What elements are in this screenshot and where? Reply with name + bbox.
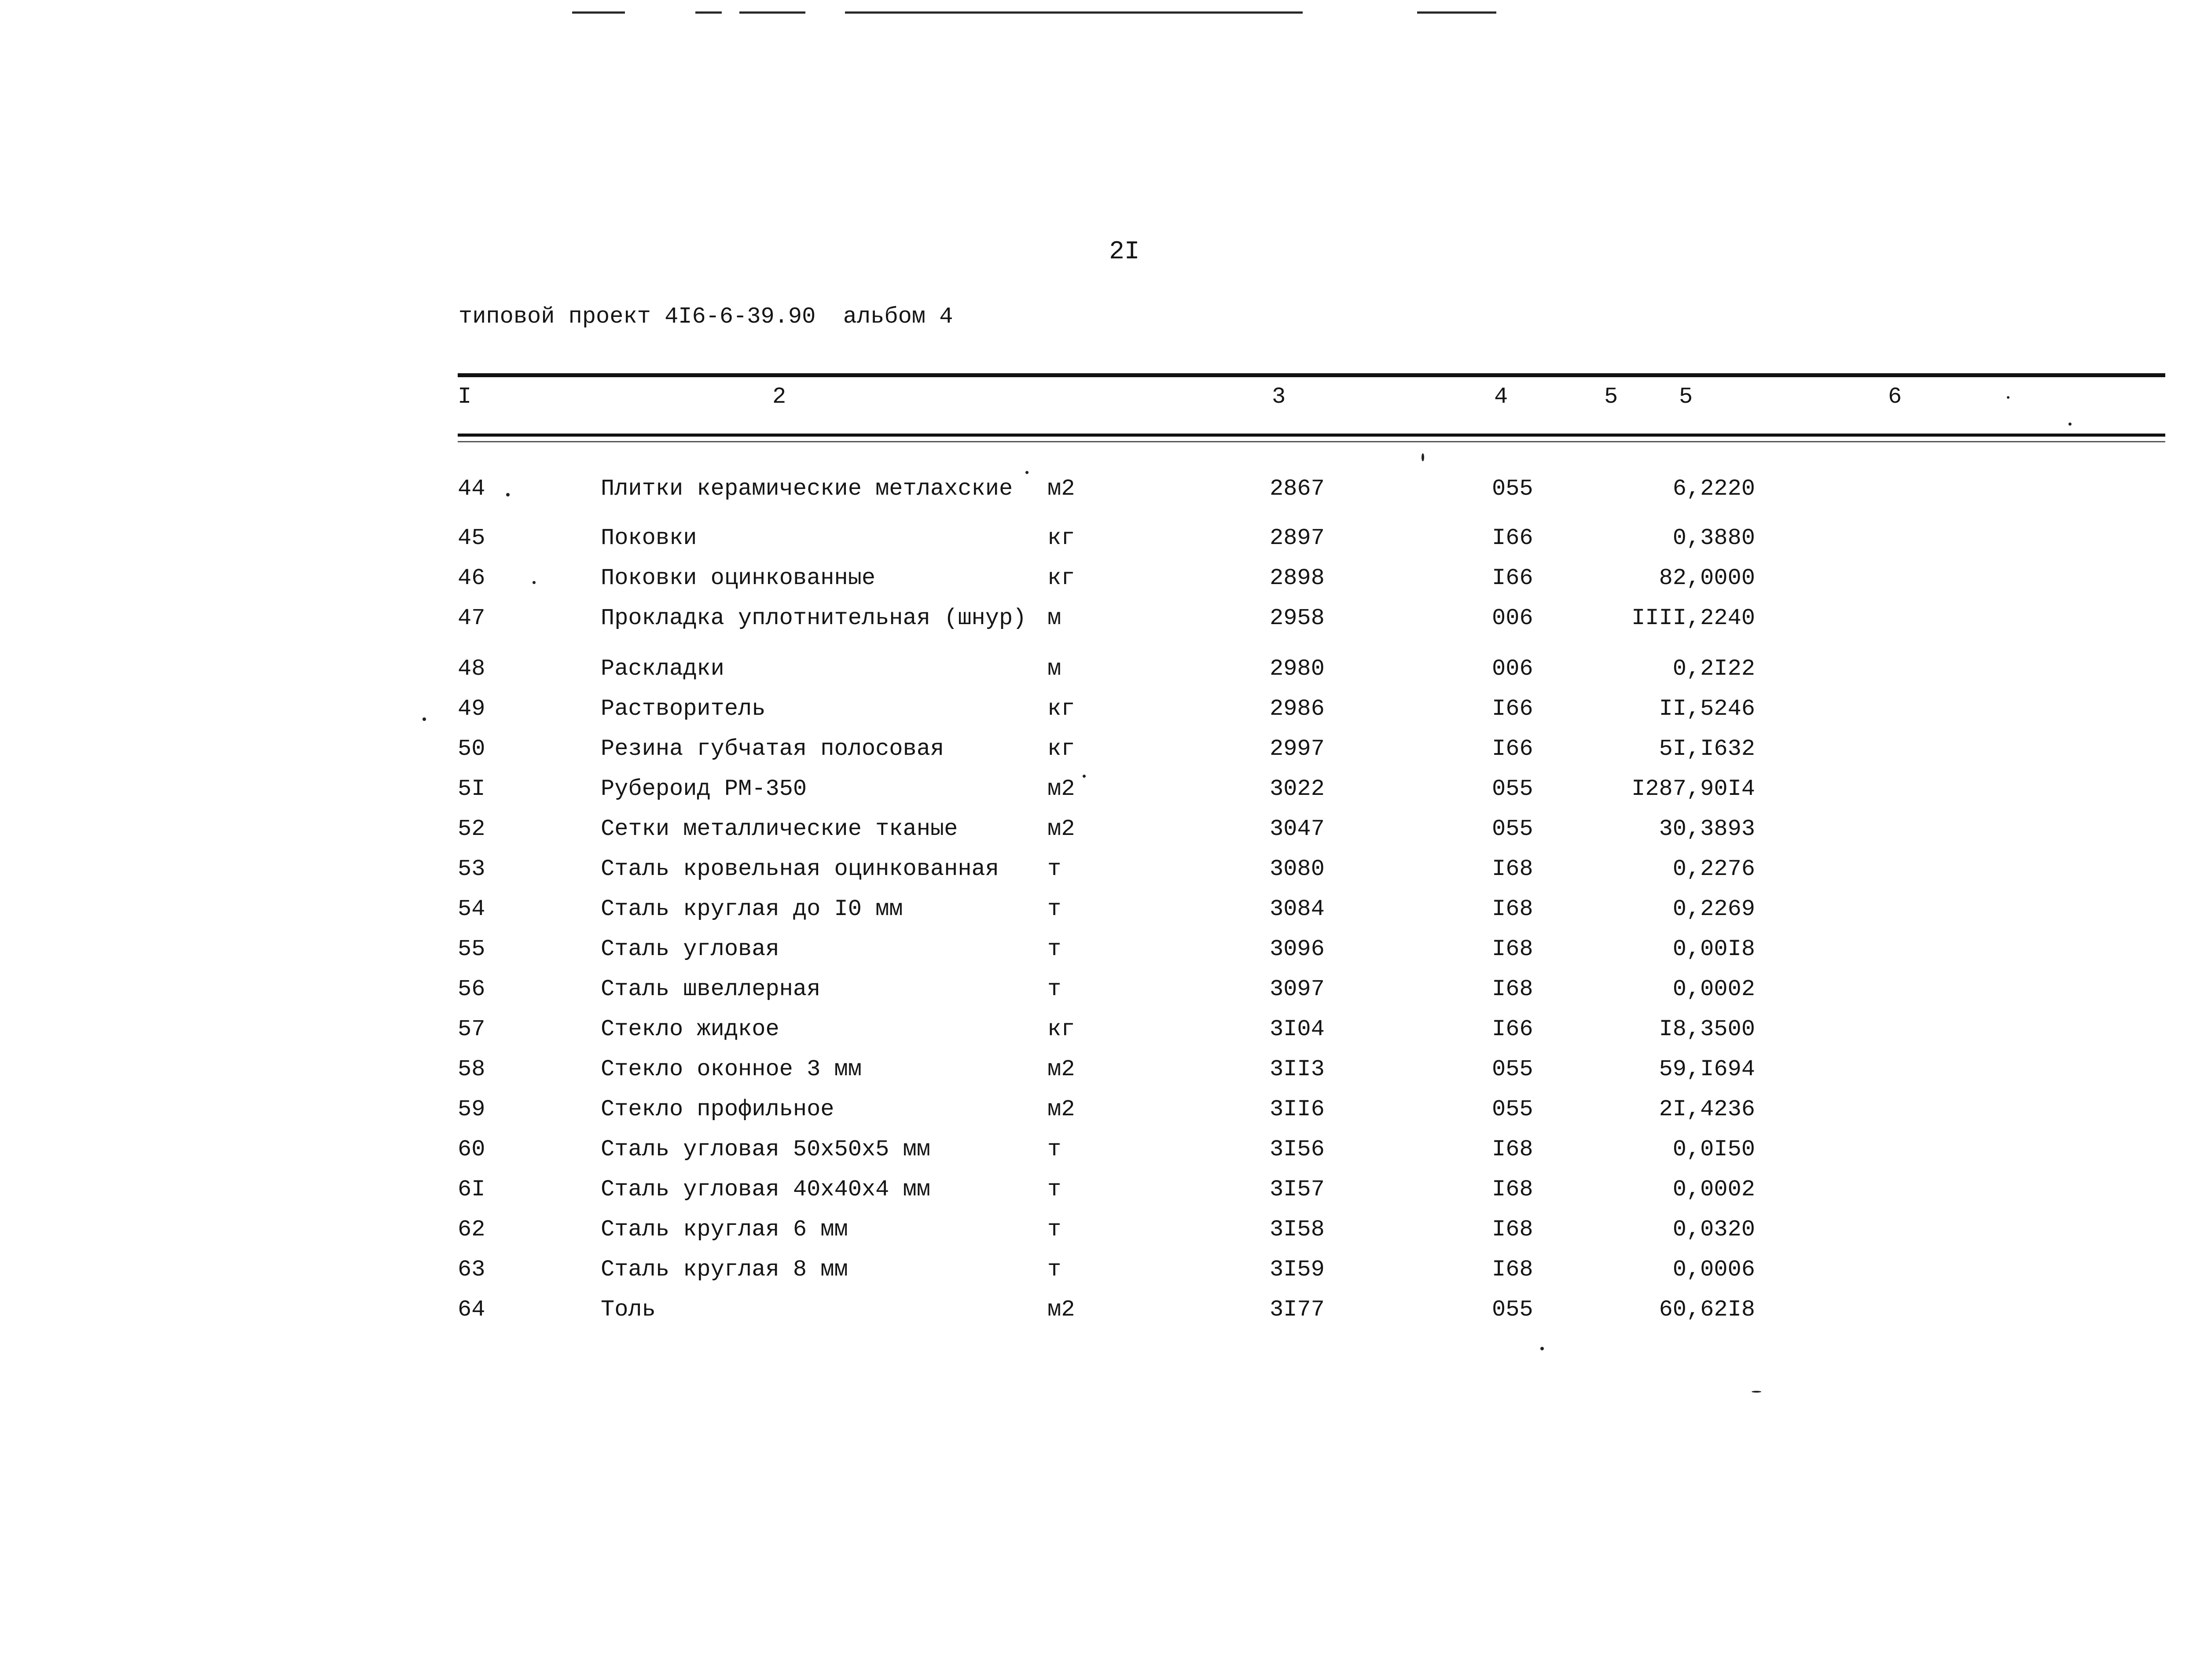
scan-speck [1422,453,1424,461]
unit-of-measure: кг [1047,736,1075,762]
table-row [0,1058,2193,1098]
unit-of-measure: м2 [1047,1096,1075,1122]
scan-speck [1752,1391,1761,1393]
material-code: 3I77 [1270,1297,1325,1323]
group-code: I68 [1492,1257,1533,1283]
table-row [0,1218,2193,1258]
row-number: 62 [458,1217,485,1243]
group-code: 006 [1492,656,1533,682]
quantity: 0,2269 [1672,896,1755,922]
unit-of-measure: т [1047,936,1062,962]
quantity: 82,0000 [1659,565,1755,591]
unit-of-measure: м2 [1047,476,1075,502]
quantity: 0,0006 [1672,1257,1755,1283]
unit-of-measure: т [1047,1136,1062,1162]
material-name: Сталь угловая 50x50x5 мм [601,1136,930,1162]
row-number: 56 [458,976,485,1002]
group-code: I66 [1492,1016,1533,1042]
material-name: Стекло жидкое [601,1016,779,1042]
document-header [459,304,953,330]
column-header-5b: 5 [1679,384,1693,410]
group-code: 055 [1492,1096,1533,1122]
material-name: Сталь угловая 40x40x4 мм [601,1176,930,1202]
group-code: I66 [1492,736,1533,762]
quantity: 0,0320 [1672,1217,1755,1243]
unit-of-measure: кг [1047,525,1075,551]
unit-of-measure: м [1047,605,1062,631]
table-row [0,658,2193,698]
row-number: 64 [458,1297,485,1323]
unit-of-measure: т [1047,976,1062,1002]
project-label: типовой проект 4I6-6-39.90 [459,304,816,330]
table-row [0,527,2193,567]
quantity: 2I,4236 [1659,1096,1755,1122]
quantity: 30,3893 [1659,816,1755,842]
scan-speck [506,493,510,496]
table-header-rule [458,434,2165,437]
quantity: 0,0002 [1672,1176,1755,1202]
table-row [0,1138,2193,1178]
column-header-5a: 5 [1604,384,1618,410]
material-name: Растворитель [601,696,766,722]
scan-top-rule [739,11,805,14]
table-row [0,1298,2193,1338]
material-code: 3047 [1270,816,1325,842]
table-row [0,1098,2193,1138]
row-number: 53 [458,856,485,882]
group-code: I66 [1492,696,1533,722]
scan-speck [422,717,426,721]
material-name: Резина губчатая полосовая [601,736,944,762]
table-row [0,698,2193,738]
table-row [0,1258,2193,1298]
table-row [0,778,2193,818]
group-code: I68 [1492,936,1533,962]
material-name: Сталь кровельная оцинкованная [601,856,999,882]
material-code: 2958 [1270,605,1325,631]
table-row [0,938,2193,978]
group-code: 055 [1492,1056,1533,1082]
material-code: 3II6 [1270,1096,1325,1122]
table-row [0,738,2193,778]
group-code: I68 [1492,856,1533,882]
row-number: 63 [458,1257,485,1283]
row-number: 59 [458,1096,485,1122]
group-code: I68 [1492,1136,1533,1162]
material-name: Сталь круглая 6 мм [601,1217,848,1243]
row-number: 57 [458,1016,485,1042]
table-row [0,478,2193,518]
column-header-2: 2 [772,384,786,410]
unit-of-measure: т [1047,896,1062,922]
group-code: I66 [1492,525,1533,551]
material-name: Поковки [601,525,697,551]
group-code: 006 [1492,605,1533,631]
quantity: I8,3500 [1659,1016,1755,1042]
album-label: альбом 4 [843,304,953,330]
group-code: 055 [1492,816,1533,842]
quantity: 60,62I8 [1659,1297,1755,1323]
material-name: Сталь угловая [601,936,779,962]
quantity: 0,0002 [1672,976,1755,1002]
row-number: 49 [458,696,485,722]
quantity: 0,0I50 [1672,1136,1755,1162]
scan-speck [1025,471,1029,474]
unit-of-measure: м2 [1047,776,1075,802]
material-name: Стекло профильное [601,1096,834,1122]
group-code: I66 [1492,565,1533,591]
table-row [0,818,2193,858]
material-code: 3I56 [1270,1136,1325,1162]
material-code: 3097 [1270,976,1325,1002]
material-code: 3084 [1270,896,1325,922]
column-header-4: 4 [1494,384,1508,410]
table-top-rule [458,373,2165,377]
table-row [0,898,2193,938]
material-code: 2898 [1270,565,1325,591]
unit-of-measure: т [1047,1217,1062,1243]
group-code: 055 [1492,1297,1533,1323]
table-row [0,607,2193,647]
scan-speck [1540,1347,1544,1350]
unit-of-measure: кг [1047,565,1075,591]
row-number: 44 [458,476,485,502]
quantity: 5I,I632 [1659,736,1755,762]
quantity: II,5246 [1659,696,1755,722]
material-code: 2897 [1270,525,1325,551]
column-header-1: I [458,384,472,410]
material-code: 2986 [1270,696,1325,722]
scan-speck [1083,775,1086,778]
group-code: 055 [1492,476,1533,502]
group-code: I68 [1492,976,1533,1002]
material-code: 2997 [1270,736,1325,762]
row-number: 52 [458,816,485,842]
row-number: 58 [458,1056,485,1082]
table-header-rule-lower [458,441,2165,442]
column-header-6: 6 [1888,384,1902,410]
row-number: 47 [458,605,485,631]
quantity: IIII,2240 [1631,605,1755,631]
material-code: 3I58 [1270,1217,1325,1243]
quantity: 6,2220 [1672,476,1755,502]
row-number: 46 [458,565,485,591]
material-code: 2867 [1270,476,1325,502]
table-row [0,567,2193,607]
group-code: 055 [1492,776,1533,802]
material-code: 3096 [1270,936,1325,962]
material-name: Плитки керамические метлахские [601,476,1013,502]
unit-of-measure: кг [1047,696,1075,722]
quantity: I287,90I4 [1631,776,1755,802]
page-number: 2I [1109,238,1140,266]
table-row [0,978,2193,1018]
row-number: 55 [458,936,485,962]
quantity: 0,00I8 [1672,936,1755,962]
scan-top-rule [1417,11,1496,14]
material-code: 3080 [1270,856,1325,882]
material-name: Сталь круглая до I0 мм [601,896,903,922]
material-name: Сталь швеллерная [601,976,821,1002]
unit-of-measure: м [1047,656,1062,682]
row-number: 6I [458,1176,485,1202]
material-name: Рубероид РМ-350 [601,776,807,802]
table-row [0,1178,2193,1218]
group-code: I68 [1492,1217,1533,1243]
unit-of-measure: м2 [1047,816,1075,842]
row-number: 60 [458,1136,485,1162]
row-number: 50 [458,736,485,762]
row-number: 5I [458,776,485,802]
unit-of-measure: т [1047,1176,1062,1202]
quantity: 0,2I22 [1672,656,1755,682]
unit-of-measure: кг [1047,1016,1075,1042]
scan-speck [2068,423,2072,426]
material-code: 2980 [1270,656,1325,682]
material-code: 3I59 [1270,1257,1325,1283]
quantity: 0,3880 [1672,525,1755,551]
row-number: 54 [458,896,485,922]
material-name: Прокладка уплотнительная (шнур) [601,605,1027,631]
table-row [0,1018,2193,1058]
table-row [0,858,2193,898]
row-number: 48 [458,656,485,682]
row-number: 45 [458,525,485,551]
group-code: I68 [1492,1176,1533,1202]
material-name: Раскладки [601,656,724,682]
material-code: 3II3 [1270,1056,1325,1082]
group-code: I68 [1492,896,1533,922]
unit-of-measure: м2 [1047,1056,1075,1082]
material-code: 3I57 [1270,1176,1325,1202]
quantity: 0,2276 [1672,856,1755,882]
scan-top-rule [572,11,625,14]
material-code: 3022 [1270,776,1325,802]
column-header-3: 3 [1272,384,1286,410]
unit-of-measure: т [1047,1257,1062,1283]
material-code: 3I04 [1270,1016,1325,1042]
unit-of-measure: т [1047,856,1062,882]
scan-speck [533,581,536,584]
material-name: Сетки металлические тканые [601,816,958,842]
scan-top-rule [845,11,1303,14]
material-name: Поковки оцинкованные [601,565,876,591]
scan-speck [2007,396,2009,399]
unit-of-measure: м2 [1047,1297,1075,1323]
material-name: Сталь круглая 8 мм [601,1257,848,1283]
quantity: 59,I694 [1659,1056,1755,1082]
material-name: Толь [601,1297,656,1323]
material-name: Стекло оконное 3 мм [601,1056,862,1082]
scan-top-rule [695,11,722,14]
